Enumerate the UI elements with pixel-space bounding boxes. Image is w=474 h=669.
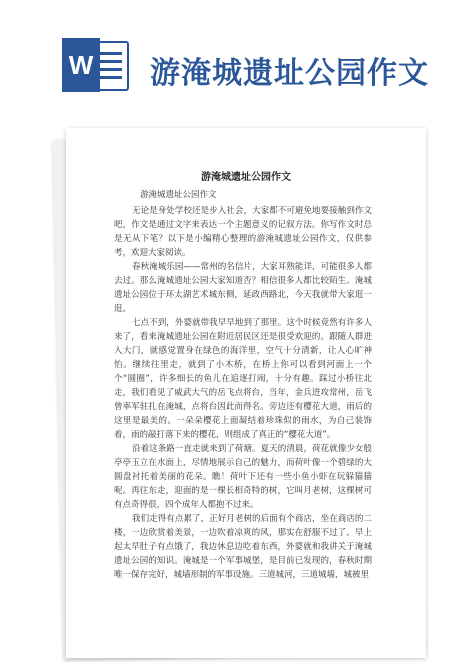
header-banner — [0, 0, 474, 120]
paragraph-4: 沿着这条路一直走就来到了荷塘。夏天的清晨，荷花就像少女般亭亭玉立在水面上，尽情地展示自己的魅力，而荷叶像一个碧绿的大圆盘衬托着美丽的花朵。瞧！荷叶下还有一些小鱼小虾在玩躲猫猫呢。再往东走，迎面的是一棵长相奇特的树，它叫月老树，这棵树可有点奇得很，四个成年人都抱不过来。 — [114, 444, 372, 510]
body-text — [114, 204, 372, 582]
page-subtitle: 游淹城遗址公园作文 — [140, 190, 217, 200]
word-document-icon — [60, 36, 132, 94]
document-page — [66, 128, 426, 658]
document-heading: 游淹城遗址公园作文 — [150, 56, 429, 91]
paragraph-2: 春秋淹城乐园——常州的名信片，大家耳熟能详，可能很多人都去过。那么淹城遗址公园大家知道否？相信很多人都比较陌生。淹城遗址公园位于环太湖艺术城东侧，延政西路北，今天我就带大家逛一逛。 — [114, 262, 372, 314]
word-icon-letter: W — [68, 50, 94, 80]
page-title: 游淹城遗址公园作文 — [201, 172, 291, 183]
paragraph-3: 七点不到，外婆就带我早早地到了那里。这个时候竟然有许多人来了，看来淹城遗址公园在附近居民区还是很受欢迎的。跟随人群进入大门，就感觉置身在绿色的海洋里，空气十分清新，让人心旷神怡。继续往里走，就到了小木桥，在桥上你可以看到河面上一个个“圆圈”，许多细长的鱼儿在追逐打闹，十分有趣。踩过小桥往北走，我们看见了威武大气的岳飞点将台，当年，金兵进攻常州，岳飞曾率军驻扎在淹城，点将台因此而得名。旁边还有樱花大道，雨后的这里是最美的。一朵朵樱花上面凝结着珍珠似的雨水，为自己装饰着，雨的敲打落下来的樱花，则组成了真正的“樱花大道”。 — [114, 318, 372, 440]
paragraph-5: 我们走得有点累了，正好月老树的后面有个商店，坐在商店的二楼，一边欣赏着美景，一边吹着凉爽的风，那实在舒服不过了。早上起太早肚子有点饿了，我边休息边吃着东西，外婆就和我讲关于淹城遗址公园的知识。淹城是一个军事城堡，是目前已发现的，春秋时期唯一保存完好，城墙形制的军事设施。三道城河，三道城墙，城被里 — [114, 514, 372, 580]
paragraph-1: 无论是身处学校还是步入社会，大家都不可避免地要接触到作文吧，作文是通过文字来表达一个主题意义的记叙方法。你写作文时总是无从下笔？以下是小编精心整理的游淹城遗址公园作文，仅供参考，欢迎大家阅读。 — [114, 206, 372, 258]
